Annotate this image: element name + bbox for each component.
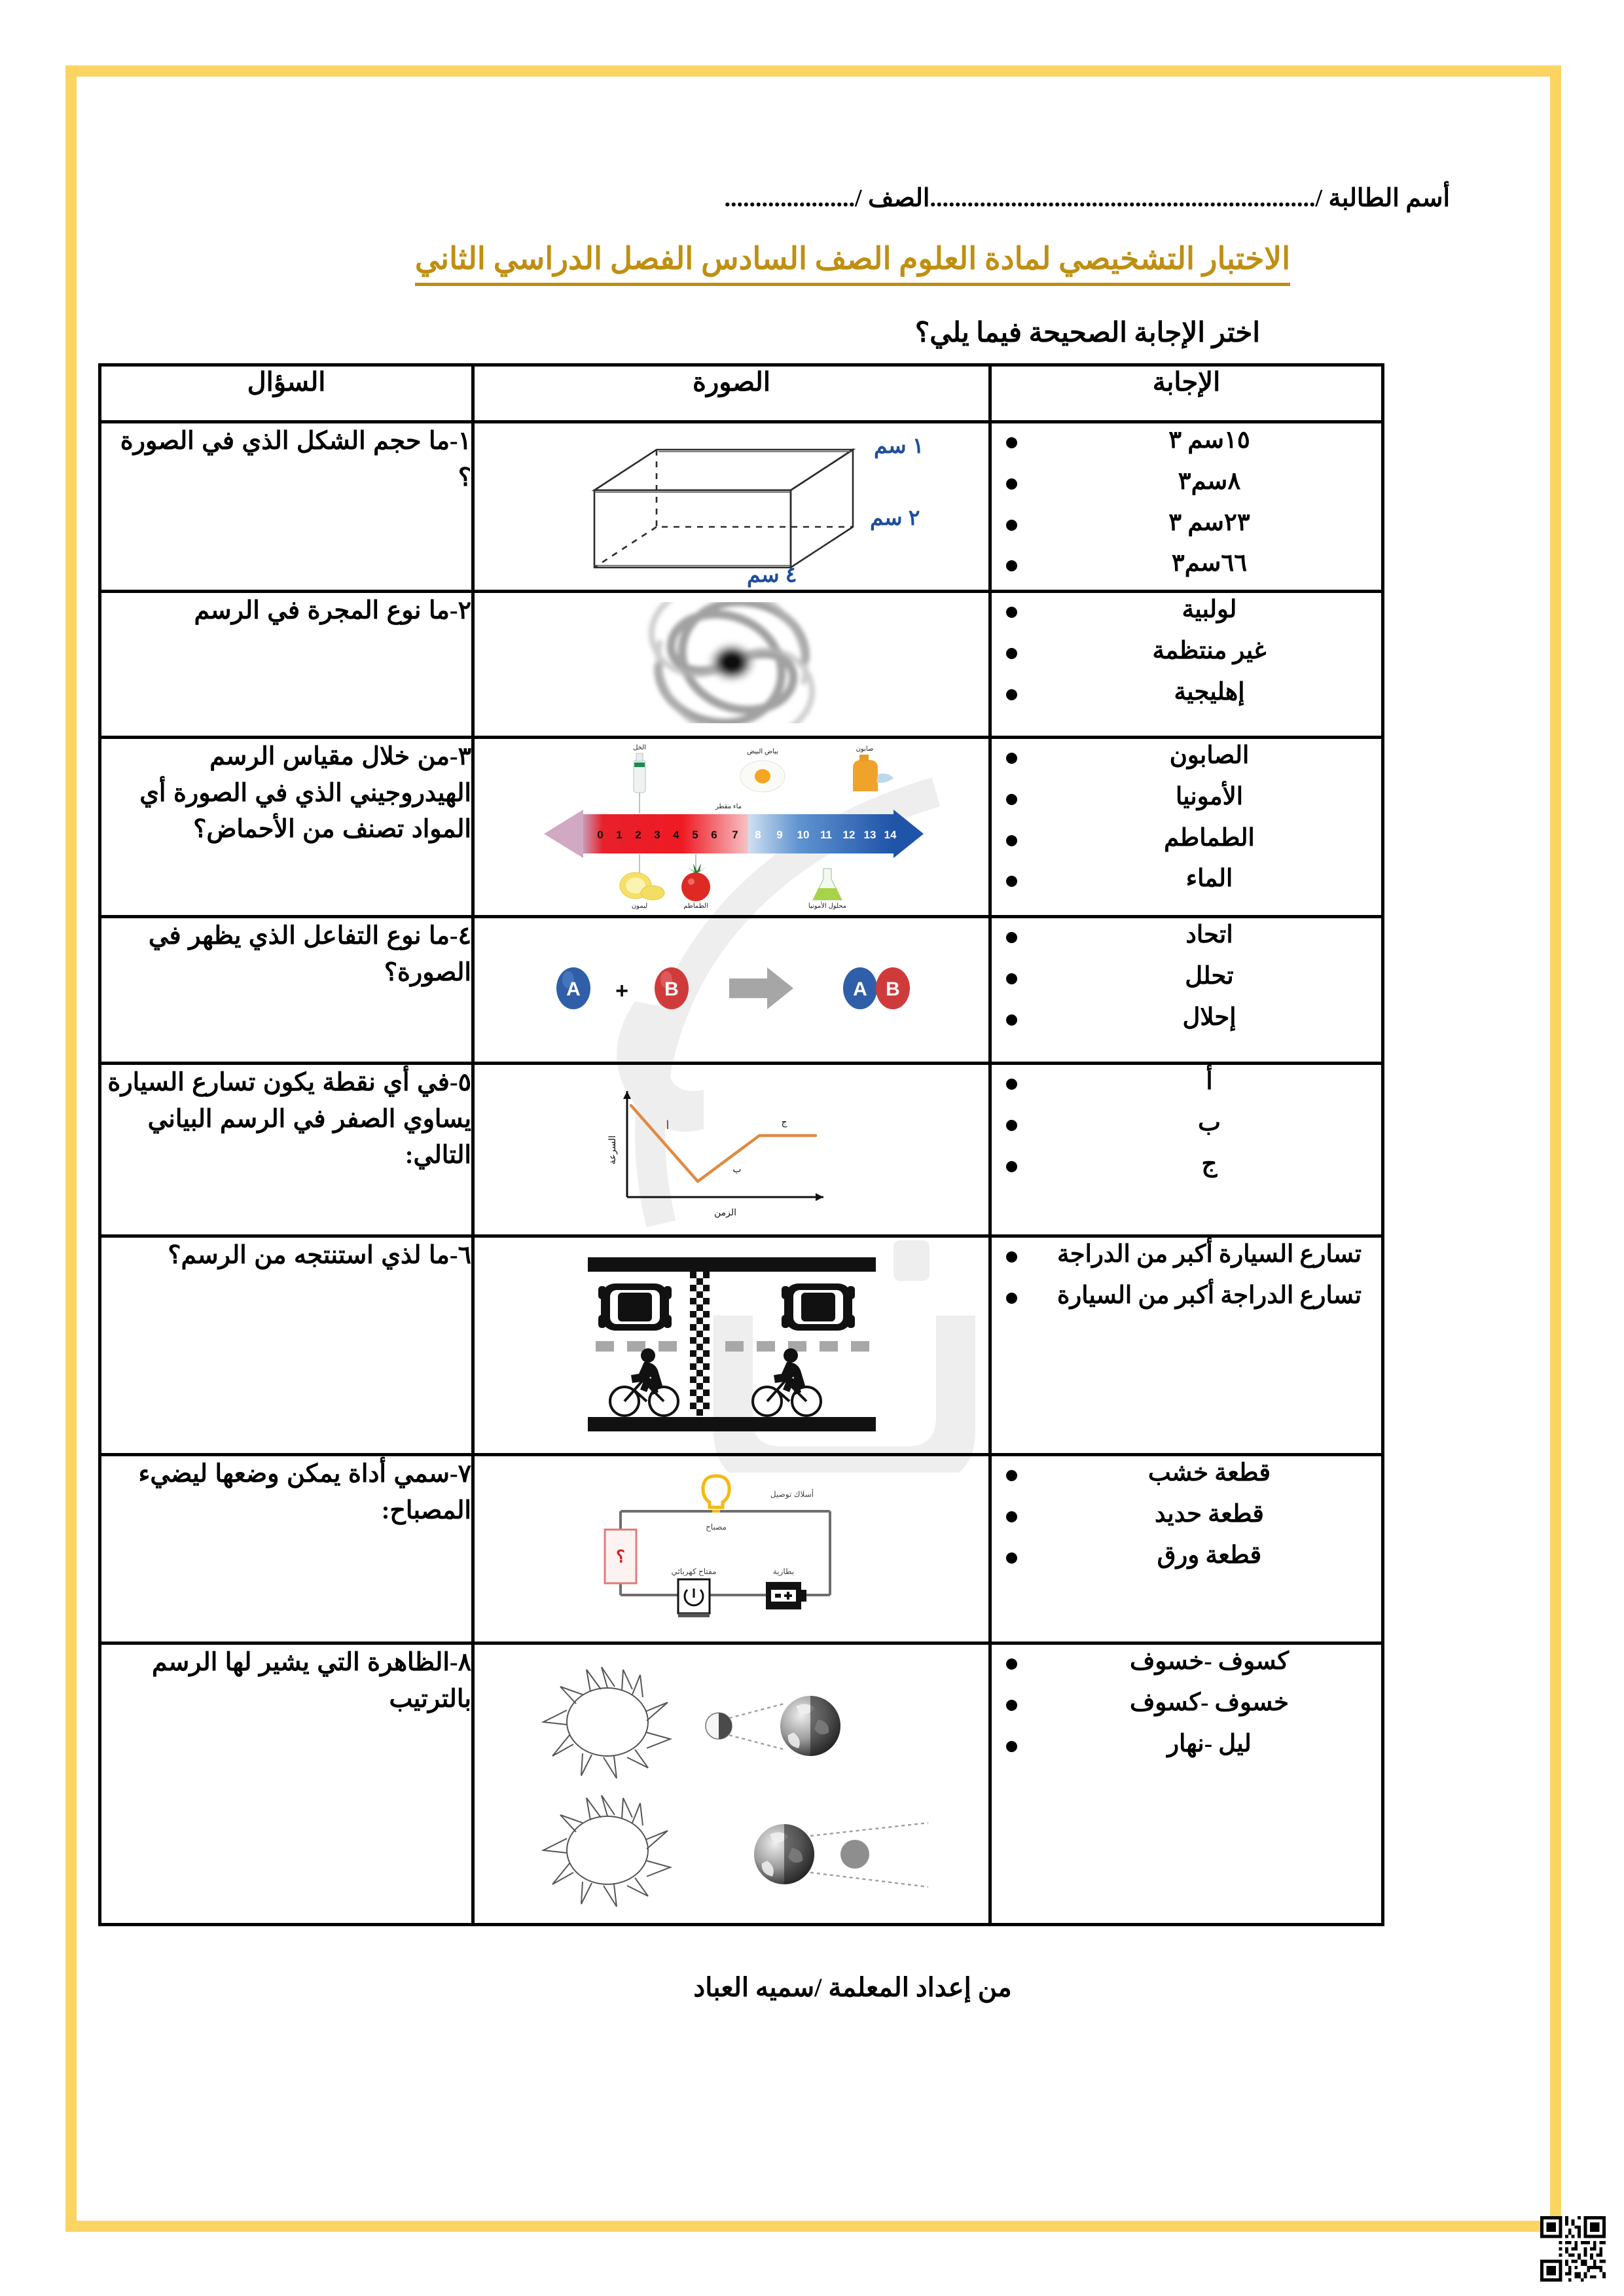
svg-text:7: 7 [731, 829, 738, 842]
option-item[interactable]: الماء [992, 862, 1381, 897]
column-header-answer: الإجابة [990, 365, 1383, 422]
answer-cell-q5 [990, 1064, 1383, 1236]
svg-text:2: 2 [634, 829, 641, 842]
answer-cell-q2 [990, 592, 1383, 738]
option-item[interactable]: ج [992, 1147, 1381, 1182]
option-list-q1 [992, 423, 1381, 581]
table-row [100, 1064, 1383, 1236]
option-item[interactable]: غير منتظمة [992, 634, 1381, 669]
svg-text:3: 3 [653, 829, 660, 842]
image-cell-q2 [473, 592, 990, 738]
svg-text:مفتاح كهربائي: مفتاح كهربائي [670, 1567, 717, 1577]
option-item[interactable]: تسارع السيارة أكبر من الدراجة [992, 1238, 1381, 1272]
svg-text:A: A [566, 978, 581, 1001]
option-item[interactable]: قطعة حديد [992, 1498, 1381, 1532]
ph-scale-figure [532, 740, 931, 910]
lunar-eclipse-diagram [543, 1795, 928, 1907]
svg-text:11: 11 [820, 829, 832, 842]
svg-text:1: 1 [615, 829, 623, 842]
question-cell-q7: ٧-سمي أداة يمكن وضعها ليضيء المصباح: [100, 1455, 473, 1643]
option-item[interactable]: خسوف -كسوف [992, 1686, 1381, 1721]
svg-text:8: 8 [754, 829, 761, 842]
option-list-q4 [992, 918, 1381, 1035]
vinegar-bottle-icon [634, 753, 645, 793]
svg-text:9: 9 [776, 829, 783, 842]
answer-cell-q4 [990, 917, 1383, 1064]
question-cell-q2: ٢-ما نوع المجرة في الرسم [100, 592, 473, 738]
svg-text:؟: ؟ [615, 1547, 625, 1567]
svg-text:0: 0 [596, 829, 604, 842]
answer-cell-q7 [990, 1455, 1383, 1643]
battery-icon [766, 1582, 806, 1609]
option-item[interactable]: الأمونيا [992, 780, 1381, 815]
exam-title-text: الاختبار التشخيصي لمادة العلوم الصف السادس الفصل الدراسي الثاني [415, 239, 1290, 286]
unknown-component-box [605, 1530, 636, 1583]
option-item[interactable]: قطعة ورق [992, 1539, 1381, 1573]
svg-text:+: + [615, 978, 628, 1004]
svg-text:ب: ب [732, 1164, 742, 1175]
student-name-class-line: أسم الطالبة /..............................................................الصف /..................... [724, 185, 1450, 212]
question-cell-q1: ١-ما حجم الشكل الذي في الصورة ؟ [100, 422, 473, 592]
table-row [100, 917, 1383, 1064]
dimension-label-depth: ٢ سم [869, 505, 920, 530]
lamp-icon [703, 1476, 729, 1511]
velocity-time-graph-figure [588, 1073, 876, 1223]
option-item[interactable]: ليل -نهار [992, 1727, 1381, 1762]
option-item[interactable]: ب [992, 1106, 1381, 1141]
table-row [100, 1455, 1383, 1643]
column-header-image: الصورة [473, 365, 990, 422]
question-cell-q3: ٣-من خلال مقياس الرسم الهيدروجيني الذي في الصورة أي المواد تصنف من الأحماض؟ [100, 738, 473, 917]
answer-cell-q3 [990, 738, 1383, 917]
footer-credit: من إعداد المعلمة /سميه العباد [693, 1973, 1012, 2003]
option-item[interactable]: تحلل [992, 960, 1381, 994]
option-list-q2 [992, 593, 1381, 709]
option-item[interactable]: كسوف -خسوف [992, 1645, 1381, 1679]
svg-text:13: 13 [863, 829, 876, 842]
solar-eclipse-diagram [543, 1667, 840, 1778]
exam-table [98, 363, 1384, 1926]
option-list-q6 [992, 1238, 1381, 1313]
rectangular-prism-figure [535, 427, 928, 590]
svg-text:6: 6 [710, 829, 717, 842]
table-row [100, 592, 1383, 738]
chemical-reaction-figure [522, 939, 941, 1037]
image-cell-q8 [473, 1643, 990, 1925]
option-item[interactable]: أ [992, 1065, 1381, 1100]
table-row [100, 738, 1383, 917]
spiral-galaxy-figure [591, 602, 873, 723]
question-cell-q5: ٥-في أي نقطة يكون تسارع السيارة يساوي الصفر في الرسم البياني التالي: [100, 1064, 473, 1236]
cars-and-bicycles-road-figure [562, 1246, 902, 1442]
option-list-q3 [992, 739, 1381, 896]
image-cell-q5 [473, 1064, 990, 1236]
svg-text:أ: أ [666, 1121, 669, 1132]
svg-text:B: B [664, 978, 679, 1001]
option-item[interactable]: الصابون [992, 739, 1381, 774]
svg-text:بياض البيض: بياض البيض [746, 748, 778, 756]
svg-text:مصباح: مصباح [705, 1522, 727, 1532]
car-icon [782, 1283, 855, 1331]
svg-text:B: B [885, 978, 900, 1001]
option-item[interactable]: قطعة خشب [992, 1456, 1381, 1491]
column-header-question: السؤال [100, 365, 473, 422]
option-item[interactable]: ٨سم٣ [992, 465, 1381, 499]
svg-text:الطماطم: الطماطم [683, 903, 708, 910]
table-row [100, 1643, 1383, 1925]
svg-text:14: 14 [884, 829, 896, 842]
image-cell-q4 [473, 917, 990, 1064]
svg-text:ماء مقطر: ماء مقطر [715, 803, 742, 811]
svg-text:الخل: الخل [632, 744, 646, 752]
option-item[interactable]: لولبية [992, 593, 1381, 628]
image-cell-q7 [473, 1455, 990, 1643]
option-item[interactable]: الطماطم [992, 821, 1381, 856]
svg-text:السرعة: السرعة [606, 1136, 617, 1165]
svg-text:A: A [852, 978, 867, 1001]
tomato-icon [681, 863, 710, 901]
svg-text:ج: ج [780, 1117, 787, 1128]
svg-text:ليمون: ليمون [631, 903, 647, 910]
option-list-q5 [992, 1065, 1381, 1181]
svg-text:5: 5 [691, 829, 698, 842]
option-item[interactable]: ١٥سم ٣ [992, 423, 1381, 458]
eclipse-diagrams-figure [522, 1651, 941, 1913]
car-icon [598, 1283, 672, 1331]
svg-text:أسلاك توصيل: أسلاك توصيل [770, 1490, 814, 1499]
answer-cell-q8 [990, 1643, 1383, 1925]
image-cell-q1 [473, 422, 990, 592]
table-row [100, 1236, 1383, 1455]
svg-text:بطارية: بطارية [772, 1567, 794, 1577]
table-row [100, 422, 1383, 592]
table-header-row [100, 365, 1383, 422]
instruction-text: اختر الإجابة الصحيحة فيما يلي؟ [914, 318, 1260, 349]
svg-text:4: 4 [672, 829, 679, 842]
lemon-icon [620, 872, 664, 900]
soap-bottle-icon [853, 755, 893, 791]
switch-icon [678, 1579, 710, 1617]
option-item[interactable]: اتحاد [992, 918, 1381, 953]
image-cell-q6 [473, 1236, 990, 1455]
option-item[interactable]: إحلال [992, 1001, 1381, 1035]
option-item[interactable]: إهليجية [992, 675, 1381, 710]
dimension-label-height: ١ سم [873, 433, 924, 458]
dimension-label-width: ٤ سم [746, 562, 797, 587]
svg-text:12: 12 [842, 829, 855, 842]
qr-code [1540, 2216, 1606, 2282]
electric-circuit-figure [522, 1465, 941, 1629]
egg-white-icon [740, 761, 785, 792]
svg-text:الزمن: الزمن [713, 1207, 736, 1218]
image-cell-q3 [473, 738, 990, 917]
answer-cell-q6 [990, 1236, 1383, 1455]
option-item[interactable]: ٦٦سم٣ [992, 547, 1381, 581]
option-list-q8 [992, 1645, 1381, 1761]
answer-cell-q1 [990, 422, 1383, 592]
svg-text:صابون: صابون [856, 745, 873, 753]
svg-text:محلول الأمونيا: محلول الأمونيا [808, 903, 846, 910]
question-cell-q4: ٤-ما نوع التفاعل الذي يظهر في الصورة؟ [100, 917, 473, 1064]
page-content [105, 105, 1522, 2003]
page-title [105, 239, 1522, 286]
option-item[interactable]: تسارع الدراجة أكبر من السيارة [992, 1279, 1381, 1314]
ammonia-flask-icon [813, 869, 842, 900]
option-item[interactable]: ٢٣سم ٣ [992, 506, 1381, 541]
option-list-q7 [992, 1456, 1381, 1573]
question-cell-q8: ٨-الظاهرة التي يشير لها الرسم بالترتيب [100, 1643, 473, 1925]
question-cell-q6: ٦-ما لذي استنتجه من الرسم؟ [100, 1236, 473, 1455]
svg-text:10: 10 [797, 829, 809, 842]
